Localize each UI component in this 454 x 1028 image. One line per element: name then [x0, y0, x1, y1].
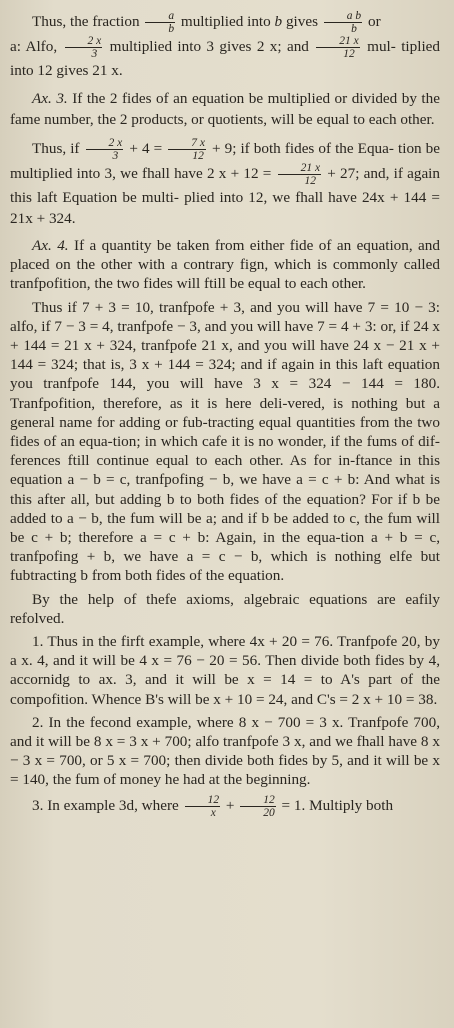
fraction [168, 137, 206, 162]
axiom-label: Ax. 4. [32, 237, 69, 254]
paragraph-example-3 [10, 794, 440, 819]
text: + 27; and, if again this laft Equation be multi- [10, 164, 440, 206]
fraction [240, 794, 276, 819]
axiom-label: Ax. 3. [32, 90, 68, 107]
fraction [145, 10, 175, 35]
text: + [225, 796, 235, 814]
numerator: 21 x [316, 35, 359, 48]
fraction [86, 137, 124, 162]
paragraph-axiom-3-example [10, 137, 440, 229]
denominator: 3 [91, 48, 98, 60]
paragraph-transposition: Thus if 7 + 3 = 10, tranfpofe + 3, and you will have 7 = 10 − 3: alfo, if 7 − 3 = 4, tranfpofe − 3, and you will have 7 = 4 + 3: or, if 24 x + 144 = 21 x + 324, tranfpofe 21 x, and you will have 24 x − 21 x + 144 = 324; that is, 3 x + 144 = 324; and if again in this laft equation you tranfpofe 144, you will have 3 x = 324 − 144 = 180. Tranfpofition, therefore, as it is here deli-vered, is nothing but a general name for adding or fub-tracting equal quantities from the two fides of an equa-tion; in which cafe it is no wonder, if the fums of dif-ferences ftill continue equal to each other. As for in-ftance in this equation a − b = c, tranfpofing − b, we have a = c + b: And what is this after all, but adding b to both fides of the equation? For if b be added to a − b, the fum will be a; and if b be added to c, the fum will be c + b; therefore a = c + b: Again, in the equa-tion a + b = c, tranfpofing + b, we have a = c − b, which is nothing elfe but fubtracting b from both fides of the equation. [10, 298, 440, 585]
text: gives [285, 12, 318, 30]
text: = 1. Multiply both [281, 796, 394, 814]
denominator: 12 [192, 150, 204, 162]
paragraph-axiom-3 [10, 88, 440, 130]
text: If a quantity be taken from either fide of an equation, and placed on the other with a contrary fign, which is commonly called tranfpofition, the two fides will ftill be equal to each other. [10, 237, 440, 293]
fraction [278, 162, 321, 187]
numerator: 2 x [65, 35, 103, 48]
fraction [65, 35, 103, 60]
denominator: b [351, 23, 357, 35]
fraction [185, 794, 221, 819]
text: multiplied into [180, 12, 271, 30]
paragraph-axioms-help: By the help of thefe axioms, algebraic equations are eafily refolved. [10, 590, 440, 627]
paragraph-example-1: 1. Thus in the firft example, where 4x + 20 = 76. Tranfpofe 20, by a x. 4, and it will be 4 x = 76 − 20 = 56. Then divide both fides by 4, accornidg to ax. 3, and it will be x = 14 = to A's part of the compofition. Whence B's will be x + 10 = 24, and C's = 2 x + 10 = 38. [10, 633, 440, 708]
fraction [324, 10, 362, 35]
denominator: x [210, 806, 216, 819]
text: + 9; if both fides of the Equa- [211, 139, 394, 157]
numerator: 21 x [278, 162, 321, 175]
text: Thus, if [32, 139, 80, 157]
numerator: 2 x [86, 137, 124, 150]
denominator: 12 [343, 48, 355, 60]
text: plied into 12, we fhall have 24x + 144 = 21x + 324. [10, 189, 440, 227]
denominator: 20 [263, 806, 275, 819]
text: a: Alfo, [10, 37, 58, 55]
denominator: 3 [112, 150, 119, 162]
text: b [274, 12, 283, 30]
fraction [316, 35, 359, 60]
text: mul- [367, 37, 396, 55]
text: tion be multiplied into 3, we fhall have 2 x + 12 = [10, 139, 441, 182]
text: Thus, the fraction [32, 12, 140, 30]
text: + 4 = [129, 139, 163, 157]
denominator: 12 [304, 175, 317, 187]
numerator: a b [324, 10, 362, 23]
paragraph-axiom-4 [10, 236, 440, 294]
text: or [367, 12, 381, 30]
numerator: 12 [240, 794, 276, 807]
paragraph-fraction-example [10, 10, 440, 81]
numerator: 7 x [168, 137, 206, 150]
text: 3. In example 3d, where [32, 796, 179, 814]
denominator: b [168, 23, 175, 35]
text: multiplied into 3 gives 2 x; and [109, 37, 309, 55]
text: If the 2 fides of an equation be multiplied or divided by the fame number, the 2 products, or quotients, will be equal to each other. [10, 90, 440, 128]
numerator: a [145, 10, 175, 23]
text: tiplied into 12 gives 21 x. [10, 37, 441, 79]
paragraph-example-2: 2. In the fecond example, where 8 x − 700 = 3 x. Tranfpofe 700, and it will be 8 x = 3 x + 700; alfo tranfpofe 3 x, and we fhall have 8 x − 3 x = 700, or 5 x = 700; then divide both fides by 5, and it will be x = 140, the fum of money he had at the beginning. [10, 713, 440, 789]
numerator: 12 [185, 794, 221, 807]
